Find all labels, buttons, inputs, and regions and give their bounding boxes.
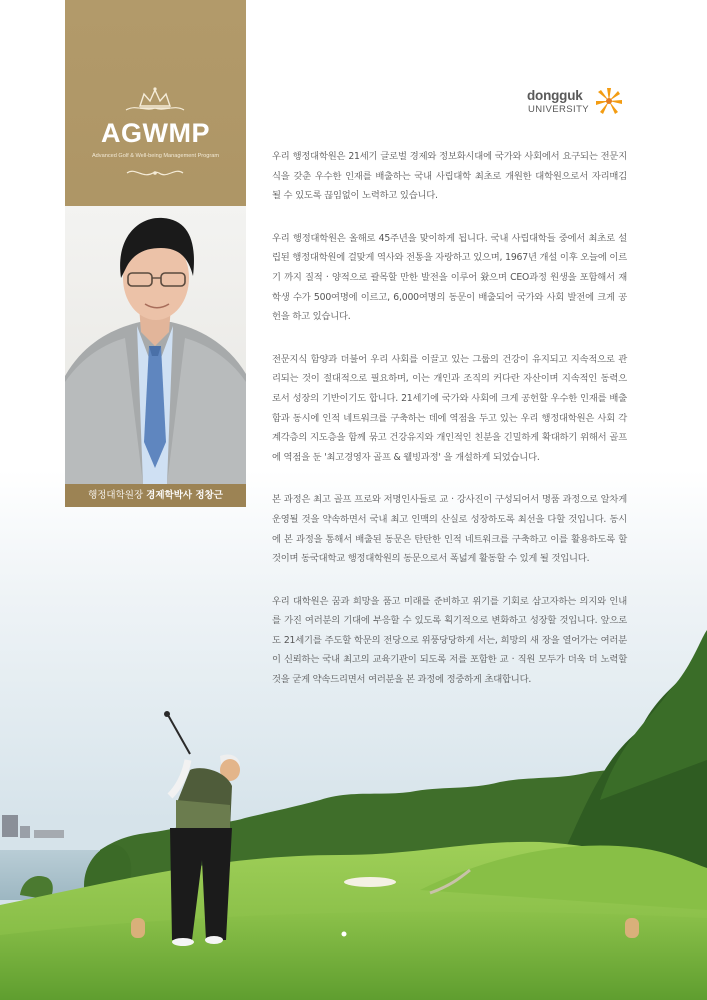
flourish-icon xyxy=(123,166,187,180)
paragraph: 우리 행정대학원은 21세기 글로벌 경제와 정보화시대에 국가와 사회에서 요구되는 전문지식을 갖춘 우수한 인재를 배출하는 국내 사립대학 최초로 개원한 대학원으로서 자리매김 될 수 있도록 끊임없이 노력하고 있습니다. xyxy=(272,151,627,202)
program-sidebar xyxy=(65,0,246,507)
program-title: AGWMP xyxy=(101,118,210,148)
dean-photo xyxy=(65,206,246,484)
logo-university: UNIVERSITY xyxy=(528,104,590,115)
paragraph: 전문지식 함양과 더불어 우리 사회를 이끌고 있는 그룹의 건강이 유지되고 지속적으로 관리되는 것이 절대적으로 필요하며, 이는 개인과 조직의 커다란 자산이며 지속적인 동력으로서 성장의 기반이기도 합니다. 21세기에 국가와 사회에 크게 공헌할 우수한 인재를 배출함과 동시에 인적 네트워크를 구축하는 데에 역점을 두고 있는 우리 행정대학원은 사회 각계각층의 지도층을 함께 묶고 건강유지와 개인적인 친분을 긴밀하게 확대하기 위해서 골프에 역점을 둔 '최고경영자 골프 & 웰빙과정' 을 개설하게 되었습니다. xyxy=(272,353,627,463)
dean-portrait xyxy=(65,206,246,484)
paragraph: 우리 행정대학원은 올해로 45주년을 맞이하게 됩니다. 국내 사립대학들 중에서 최초로 설립된 행정대학원에 걸맞게 역사와 전통을 자랑하고 있으며, 1967년 개설 이후 오늘에 이르기 까지 질적 · 양적으로 괄목할 만한 발전을 이루어 왔으며 CEO과정 원생을 포함해서 재학생 수가 500여명에 이르고, 6,000여명의 동문이 배출되어 국가와 사회 발전에 크게 공헌을 하고 있습니다. xyxy=(272,232,627,323)
portrait-caption xyxy=(65,484,246,507)
crown-icon xyxy=(120,84,190,118)
logo-wordmark: dongguk xyxy=(527,88,583,103)
program-subtitle: Advanced Golf & Well-being Management Program xyxy=(91,153,220,159)
dongguk-logo xyxy=(527,84,627,118)
dongguk-flame-icon xyxy=(594,86,624,116)
paragraph: 본 과정은 최고 골프 프로와 저명인사들로 교 · 강사진이 구성되어서 명품 과정으로 알차게 운영될 것을 약속하면서 국내 최고 인맥의 산실로 성장하도록 최선을 다할 것입니다. 동시에 본 과정을 통해서 배출된 동문은 탄탄한 인적 네트워크를 구축하고 이를 활용하도록 할 것이며 동국대학교 행정대학원의 동문으로서 폭넓게 활동할 수 있게 될 것입니다. xyxy=(272,494,627,565)
paragraph: 우리 대학원은 꿈과 희망을 품고 미래를 준비하고 위기를 기회로 삼고자하는 의지와 인내를 가진 여러분의 기대에 부응할 수 있도록 획기적으로 변화하고 성장할 것입니다. 앞으로도 21세기를 주도할 학문의 전당으로 위풍당당하게 서는, 희망의 새 장을 열어가는 여러분이 신뢰하는 국내 최고의 교육기관이 되도록 저를 포함한 교 · 직원 모두가 더욱 더 노력할 것을 굳게 약속드리면서 여러분을 본 과정에 정중하게 초대합니다. xyxy=(272,595,627,686)
dean-name: 경제학박사 정창근 xyxy=(146,490,223,501)
greeting-message xyxy=(272,147,627,713)
dean-role: 행정대학원장 xyxy=(88,490,144,501)
